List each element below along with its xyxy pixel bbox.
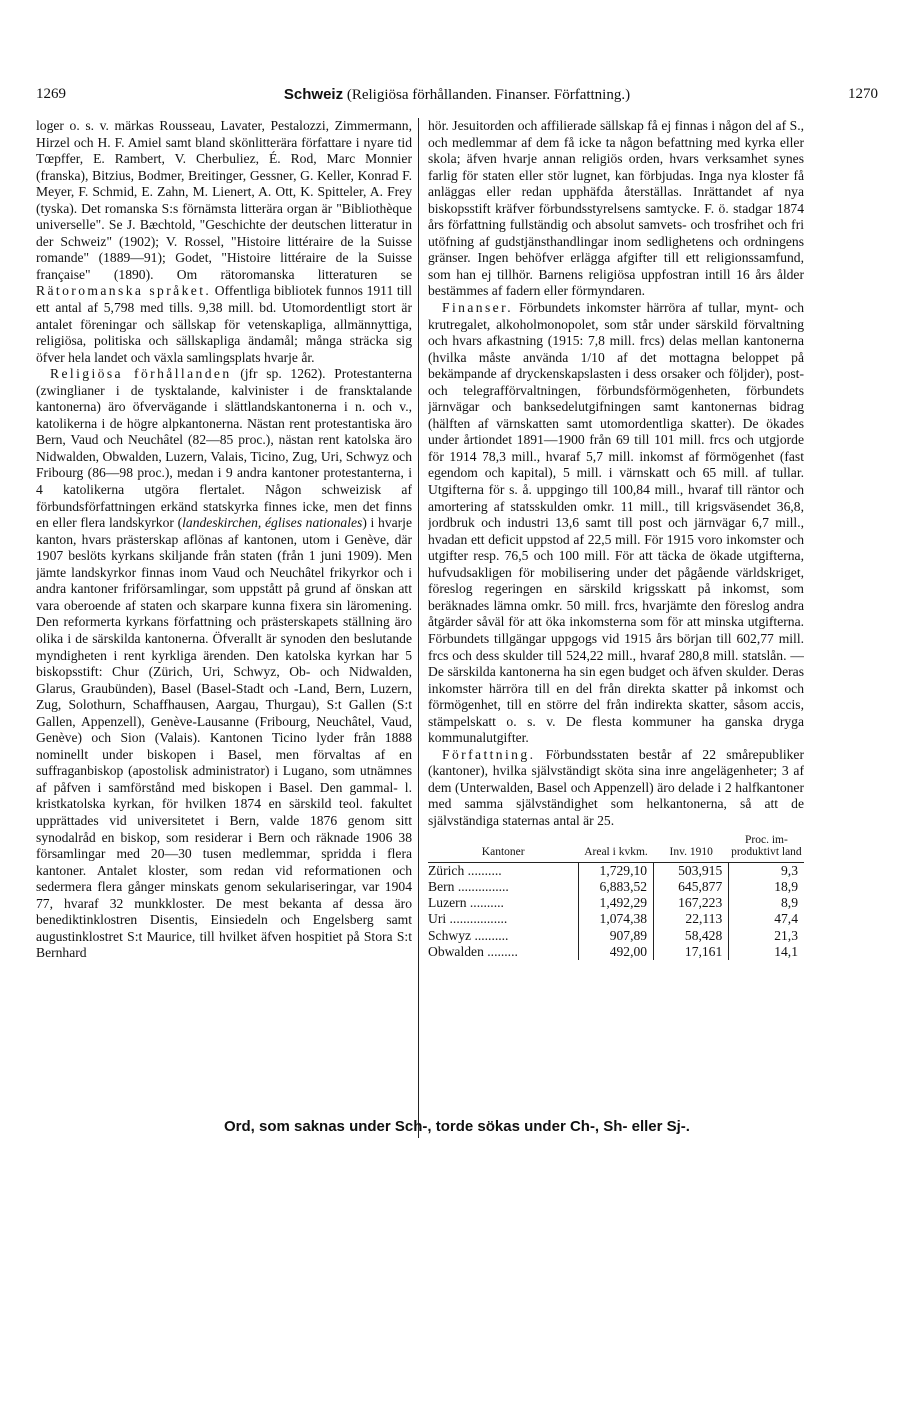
paragraph-finance bbox=[428, 300, 804, 747]
paragraph-text: loger o. s. v. märkas Rousseau, Lavater, Pestalozzi, Zimmermann, Hirzel och H. F. Amiel samt bland skönlitterära författare i nyare tid Tœpffer, E. Rambert, V. Cherbuliez, É. Rod, Marc Monnier (franska), Bitzius, Bodmer, Breitinger, Gessner, G. Keller, Konrad F. Meyer, F. Schmid, E. Zahn, M. Lienert, A. Ott, K. Spitteler, A. Frey (tyska). Det romanska S:s förnämsta litterära organ är "Bibliothèque universelle". Se J. Bæchtold, "Geschichte der deutschen litteratur in der Schweiz" (1902); V. Rossel, "Histoire littéraire de la Suisse romande" (1889—91); Godet, "Histoire littéraire de la Suisse française" (1890). Om rätoromanska litteraturen se bbox=[36, 118, 412, 282]
canton-unproductive: 8,9 bbox=[781, 895, 798, 911]
canton-population: 503,915 bbox=[654, 862, 729, 879]
table-row bbox=[428, 911, 804, 927]
table-row bbox=[428, 944, 804, 960]
canton-population: 645,877 bbox=[654, 879, 729, 895]
right-column bbox=[428, 118, 804, 1414]
header-unproductive: Proc. im-produktivt land bbox=[729, 834, 804, 863]
page-title bbox=[36, 86, 878, 104]
canton-name: Bern ............... bbox=[428, 879, 578, 895]
paragraph-text: ) i hvarje kanton, hvars prästerskap aflönas af kantonen, utom i Genève, där 1907 beslöts kyrkans skiljande från staten (från 1 juni 1909). Men jämte landskyrkor finnas inom Vaud och Neuchâtel frikyrkor och i andra kantoner friförsamlingar, som uppstått på grund af önskan att vara oberoende af staten och skarpare kunna fixera sin läromening. Den reformerta kyrkans författning och prästerskapets ställning äro olika i de särskilda kantonerna. Öfverallt är synoden den beslutande myndigheten i rent kyrkliga ärenden. Den katolska kyrkan har 5 biskopsstift: Chur (Zürich, Uri, Schwyz, Ob- och Nidwalden, Glarus, Graubünden), Basel (Basel-Stadt och -Land, Bern, Luzern, Zug, Solothurn, Schaffhausen, Aargau, Thurgau), S:t Gallen (S:t Gallen, Appenzell), Genève-Lausanne (Fribourg, Neuchâtel, Vaud, Genève) och Sion (Valais). Kantonen Ticino lyder från 1888 nominellt under biskopen i Basel, men förvaltas af en suffraganbiskop (apostolisk administrator) i Lugano, som utnämnes af påfven i samförstånd med biskopen i Basel. Den gammal- l. kristkatolska kyrkan, för hvilken 1874 en särskild teol. fakultet upprättades vid universitetet i Bern, valde 1876 genom sitt synodalråd en biskop, som residerar i Bern och räknade 1906 38 församlingar med 20—30 tusen medlemmar, spridda i flera kantoner. Antalet kloster, som redan vid reformationen och sedermera flera gånger minskats genom sekulariseringar, var 1904 77, hvaraf 32 munkkloster. De mest bekanta af dessa äro benediktinklostren Disentis, Einsiedeln och Engelsberg samt augustinklostret S:t Maurice, till hvilket äfven hospitiet på Stora S:t Bernhard bbox=[36, 515, 412, 961]
paragraph-literature bbox=[36, 118, 412, 366]
table-header-row bbox=[428, 834, 804, 863]
canton-area: 6,883,52 bbox=[578, 879, 653, 895]
canton-name: Uri ................. bbox=[428, 911, 578, 927]
header-area: Areal i kvkm. bbox=[578, 834, 653, 863]
header-population: Inv. 1910 bbox=[654, 834, 729, 863]
table-row bbox=[428, 879, 804, 895]
section-heading-religion: Religiösa förhållanden bbox=[50, 366, 232, 382]
page-number-right: 1270 bbox=[848, 86, 878, 102]
canton-population: 17,161 bbox=[654, 944, 729, 960]
canton-population: 167,223 bbox=[654, 895, 729, 911]
spaced-term: Rätoromanska språket. bbox=[36, 283, 212, 299]
canton-area: 907,89 bbox=[578, 928, 653, 944]
table-row bbox=[428, 928, 804, 944]
paragraph-orders: hör. Jesuitorden och affilierade sällskap få ej finnas i någon del af S., och medlemmar af dem få icke ta någon befattning med kyrka eller skola; äfven hvarje annan religiös orden, hvars verksamhet synes farlig för staten eller stör lugnet, kan förbjudas. Inga nya kloster få anläggas eller redan upphäfda återställas. Inrättandet af nya biskopsstift kräfver förbundsstyrelsens samtycke. F. ö. stadgar 1874 års författning fullständig och absolut samvets- och trosfrihet och fri utöfning af gudstjänsthandlingar inom sedlighetens och ordningens gränser. Ingen behöfver erlägga afgifter till ett religionssamfund, som han ej tillhör. Barnens religiösa uppfostran intill 16 års ålder bestämmes af fadern eller förmyndaren. bbox=[428, 118, 804, 299]
paragraph-religion bbox=[36, 366, 412, 962]
left-column bbox=[36, 118, 412, 1414]
page-number-left: 1269 bbox=[36, 86, 66, 102]
canton-area: 492,00 bbox=[578, 944, 653, 960]
paragraph-text: (jfr sp. 1262). Protestanterna (zwinglianer i de tysktalande, kalvinister i de fransktalande kantonerna) äro öfvervägande i slättlandskantonerna i n. och v., katolikerna i de högre alpkantonerna. Nästan rent protestantiska äro Bern, Vaud och Neuchâtel (82—85 proc.), nästan rent katolska äro Nidwalden, Obwalden, Luzern, Valais, Ticino, Zug, Uri, Schwyz och Fribourg (86—98 proc.), medan i 9 andra kantoner protestanterna, i 4 katolikerna utgöra flertalet. Någon schweizisk af förbundsförfattningen erkänd statskyrka finnes icke, men det finns en eller flera landskyrkor ( bbox=[36, 366, 412, 531]
cantons-table bbox=[428, 834, 804, 961]
column-divider bbox=[418, 118, 419, 1138]
canton-unproductive: 9,3 bbox=[781, 862, 798, 878]
paragraph-text: Förbundsstaten består af 22 smårepubliker (kantoner), hvilka självständigt sköta sina inre angelägenheter; 3 af dem (Unterwalden, Basel och Appenzell) äro delade i 2 halfkantoner med samma självständighet som helkantonerna, så att de självständiga staternas antal är 25. bbox=[428, 746, 804, 828]
canton-name: Luzern .......... bbox=[428, 895, 578, 911]
canton-area: 1,074,38 bbox=[578, 911, 653, 927]
section-heading-constitution: Författning. bbox=[442, 746, 536, 762]
header-cantons: Kantoner bbox=[428, 834, 578, 863]
canton-unproductive: 18,9 bbox=[774, 878, 798, 894]
table-row bbox=[428, 862, 804, 879]
canton-area: 1,729,10 bbox=[578, 862, 653, 879]
table-row bbox=[428, 895, 804, 911]
paragraph-text: Förbundets inkomster härröra af tullar, mynt- och krutregalet, alkoholmonopolet, som står under särskild förvaltning och hvars afkastning (1915: 7,8 mill. frcs) delas mellan kantonerna (hvilka måste använda 1/10 af det mottagna beloppet på bekämpande af dryckenskapslasten i dess orsaker och följder), post- och telegrafförvaltningen, förbundsförmögenheten, förbundets järnvägar och banksedelutgifningen samt kantonernas bidrag (hälften af värnskatten samt utomordentliga skatter). De ökades under årtiondet 1891—1900 från 69 till 101 mill. frcs och utgjorde för 1914 78,3 mill., hvaraf 5,7 mill. inkomst af förmögenhet (fast egendom och kapital), 5 mill. i värnskatt och 65 mill. af tullar. Utgifterna för s. å. uppgingo till 100,84 mill., hvaraf till räntor och amortering af statsskulden omkr. 11 mill., till krigsväsendet 36,8, jordbruk och industri 13,6 samt till post och järnvägar 6,7 mill., hvadan ett deficit uppstod af 22,5 mill. För 1915 voro inkomster och utgifter resp. 76,5 och 100 mill. För att täcka de ökade utgifterna, hufvudsakligen för mobilisering under det pågående världskriget, föreslog regeringen en särskild krigsskatt på inkomst, som beräknades lämna omkr. 50 mill. frcs, hvarjämte den föreslog andra åtgärder såväl för att öka inkomsterna som för att minska utgifterna. Förbundets tillgängar uppgogs vid 1915 års början till 602,77 mill. frcs och dess skulder till 524,22 mill., hvaraf 280,8 mill. statslån. — De särskilda kantonerna ha sin egen budget och äfven skulder. Deras inkomster härröra till en del från direkta skatter på inkomst och förmögenhet, till en större del från indirekta skatter, såsom accis, stämpelskatt o. s. v. De flesta kommuner ha ganska dryga kommunalutgifter. bbox=[428, 300, 804, 746]
canton-area: 1,492,29 bbox=[578, 895, 653, 911]
paragraph-constitution bbox=[428, 747, 804, 830]
canton-population: 22,113 bbox=[654, 911, 729, 927]
italic-term: landeskirchen, églises nationales bbox=[182, 515, 363, 531]
canton-unproductive: 47,4 bbox=[774, 911, 798, 927]
paragraph-text: Offentliga bibliotek funnos 1911 till ett antal af 5,798 med tills. 9,38 mill. bd. Utomordentligt stort är antalet föreningar och sällskap för vetenskapliga, allmännyttiga, religiösa, politiska och sällskapliga ändamål; många sträcka sig öfver hela landet och växla samlingsplats hvarje år. bbox=[36, 283, 412, 365]
canton-name: Obwalden ......... bbox=[428, 944, 578, 960]
canton-unproductive: 14,1 bbox=[774, 944, 798, 959]
title-subtitle: (Religiösa förhållanden. Finanser. Författning.) bbox=[343, 87, 631, 103]
title-keyword: Schweiz bbox=[283, 86, 344, 103]
canton-population: 58,428 bbox=[654, 928, 729, 944]
section-heading-finance: Finanser. bbox=[442, 300, 514, 316]
page-header bbox=[36, 86, 878, 108]
canton-name: Zürich .......... bbox=[428, 862, 578, 879]
canton-unproductive: 21,3 bbox=[774, 927, 798, 943]
footer-note: Ord, som saknas under Sch-, torde sökas under Ch-, Sh- eller Sj-. bbox=[224, 1118, 690, 1135]
canton-name: Schwyz .......... bbox=[428, 928, 578, 944]
